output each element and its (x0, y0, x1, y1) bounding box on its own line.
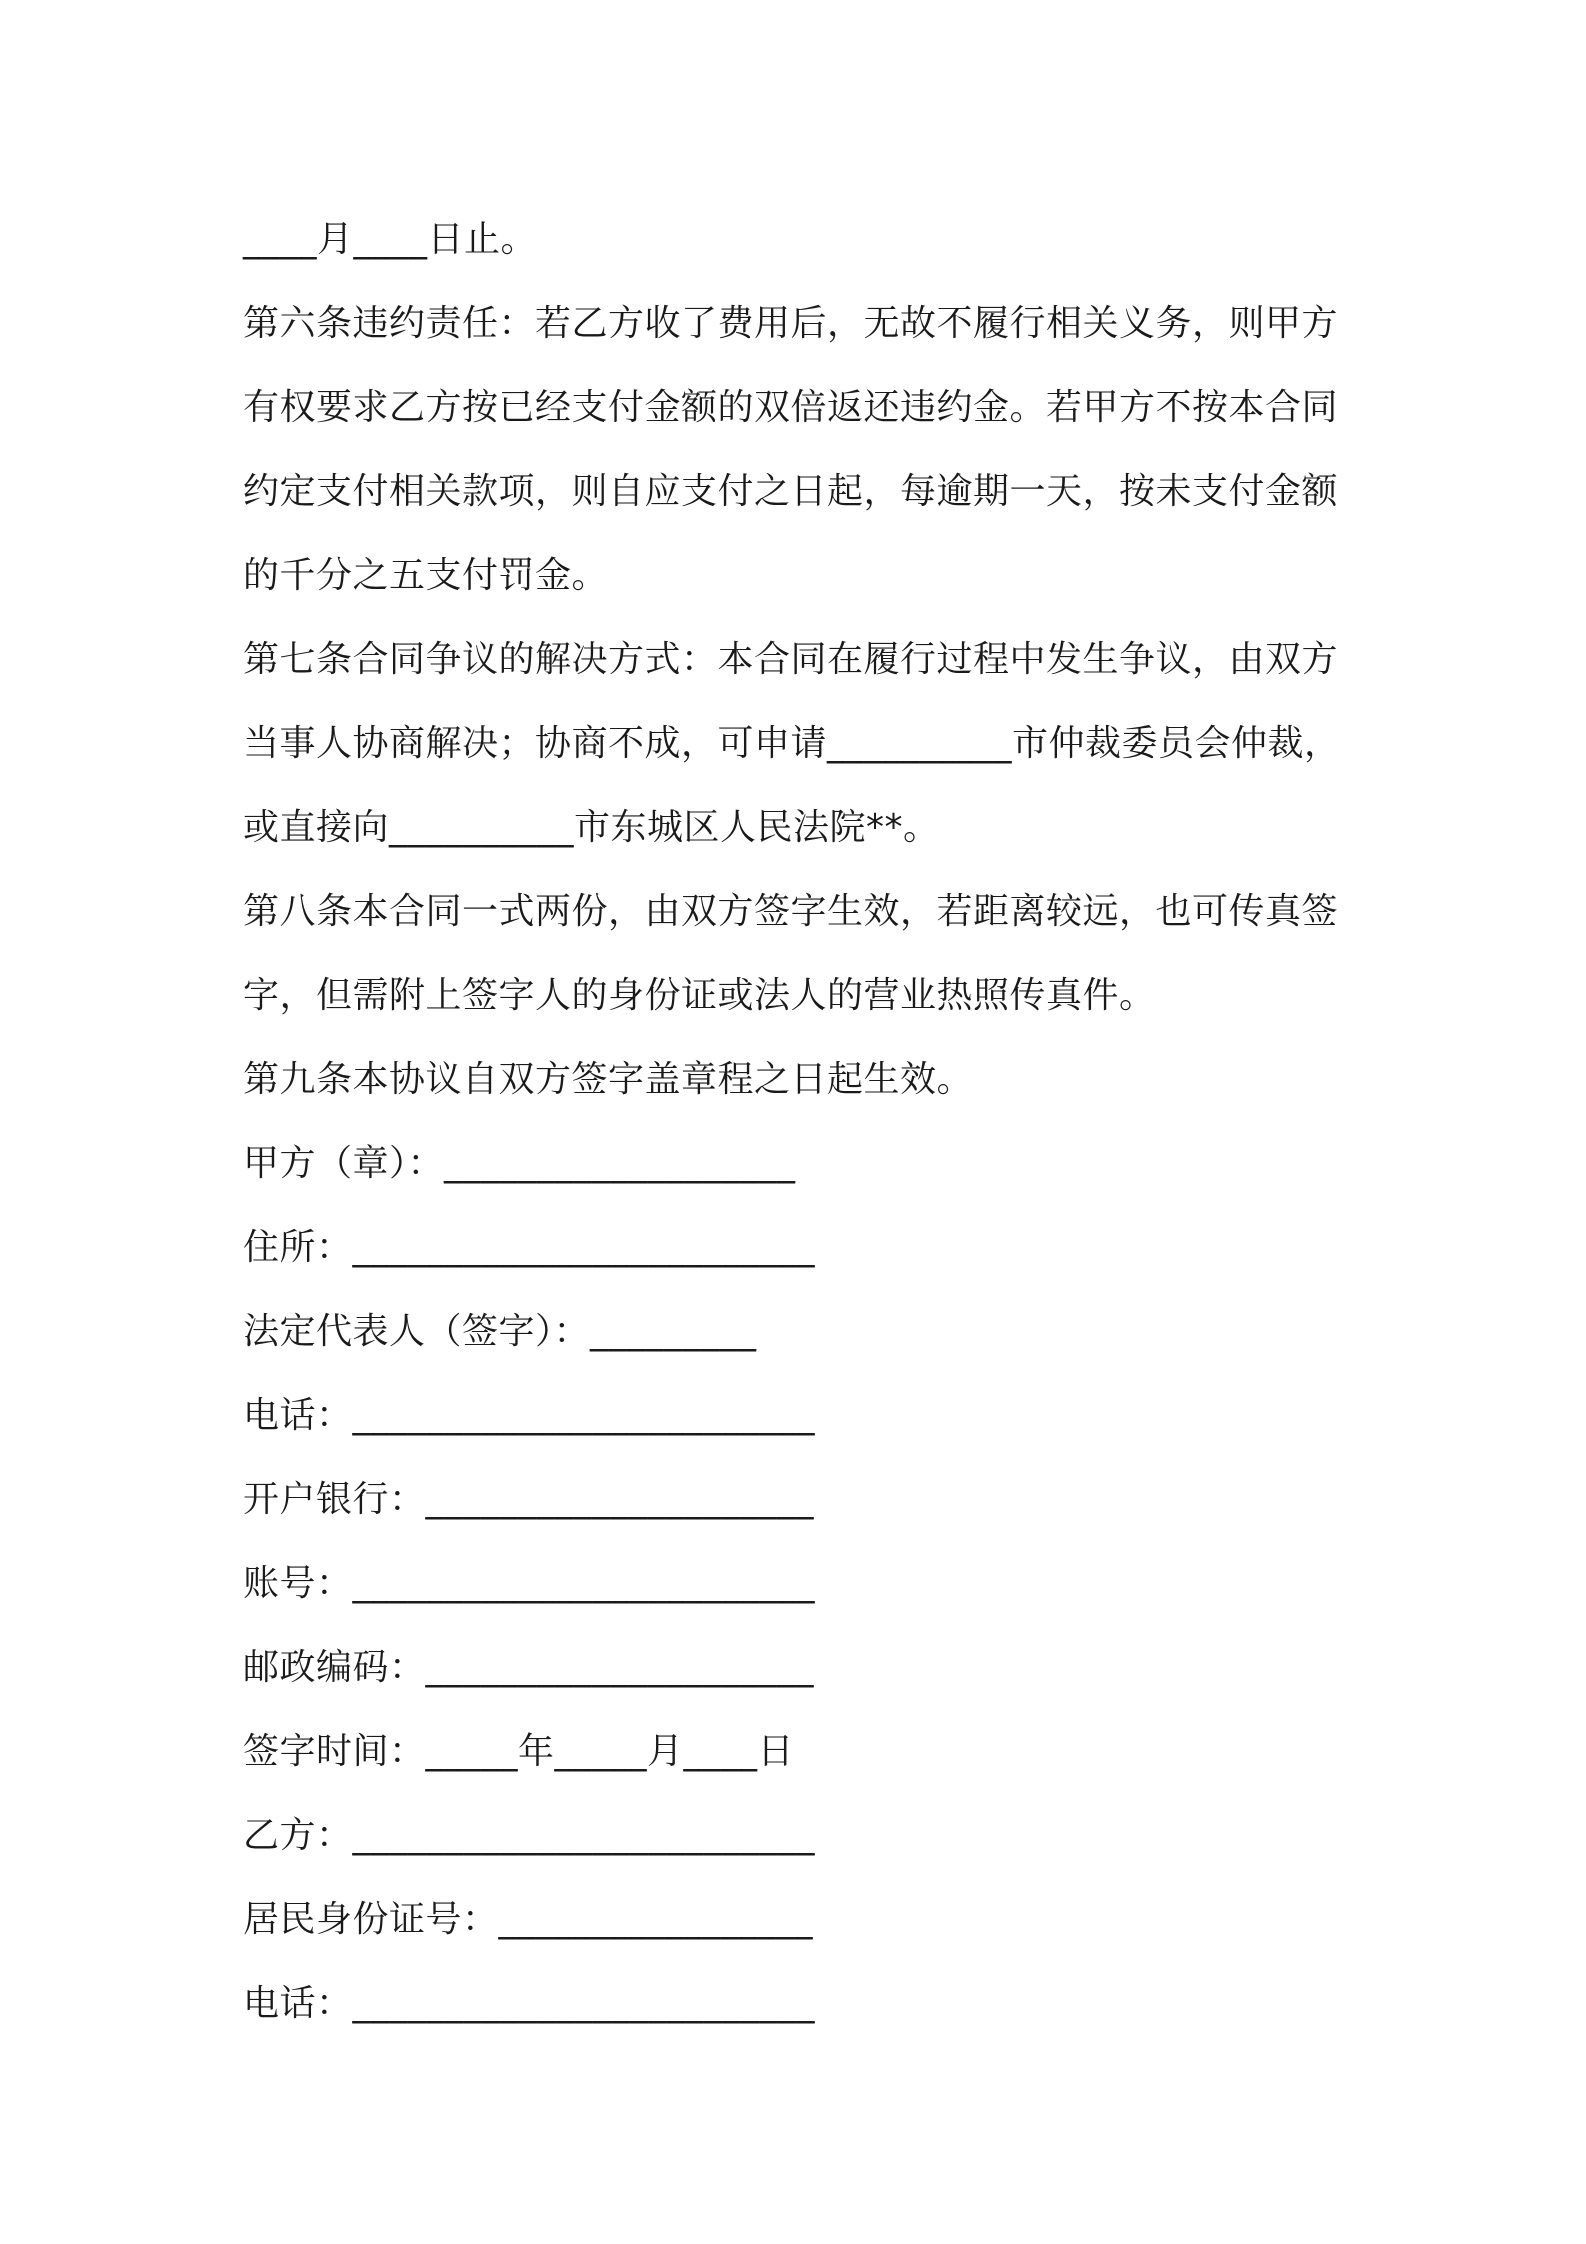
field-phone-a: 电话：_________________________ (243, 1395, 816, 1436)
text-line-end-date: ____月____日止。 (243, 219, 538, 260)
text-line-article-6-cont: 的千分之五支付罚金。 (243, 555, 609, 596)
document-page (243, 198, 1393, 2046)
field-id-number: 居民身份证号：_________________ (243, 1899, 814, 1940)
field-legal-representative: 法定代表人（签字）：_________ (243, 1311, 757, 1352)
text-line-article-7-cont: 或直接向__________市东城区人民法院**。 (243, 807, 940, 848)
field-sign-date: 签字时间：_____年_____月____日 (243, 1731, 795, 1772)
text-line-article-8-cont: 字，但需附上签字人的身份证或法人的营业热照传真件。 (243, 975, 1156, 1016)
text-line-article-6-cont: 约定支付相关款项，则自应支付之日起，每逾期一天，按未支付金额 (243, 471, 1339, 512)
text-line-article-8: 第八条本合同一式两份，由双方签字生效，若距离较远，也可传真签 (243, 891, 1339, 932)
text-line-article-6-cont: 有权要求乙方按已经支付金额的双倍返还违约金。若甲方不按本合同 (243, 387, 1339, 428)
field-party-a-seal: 甲方（章）：___________________ (243, 1143, 796, 1184)
text-line-article-6: 第六条违约责任：若乙方收了费用后，无故不履行相关义务，则甲方 (243, 303, 1339, 344)
field-bank: 开户银行：_____________________ (243, 1479, 815, 1520)
field-postcode: 邮政编码：_____________________ (243, 1647, 815, 1688)
text-line-article-7-cont: 当事人协商解决；协商不成，可申请__________市仲裁委员会仲裁， (243, 723, 1341, 764)
text-line-article-7: 第七条合同争议的解决方式：本合同在履行过程中发生争议，由双方 (243, 639, 1339, 680)
field-address: 住所：_________________________ (243, 1227, 816, 1268)
text-line-article-9: 第九条本协议自双方签字盖章程之日起生效。 (243, 1059, 974, 1100)
field-account: 账号：_________________________ (243, 1563, 816, 1604)
field-phone-b: 电话：_________________________ (243, 1983, 816, 2024)
field-party-b: 乙方：_________________________ (243, 1815, 816, 1856)
